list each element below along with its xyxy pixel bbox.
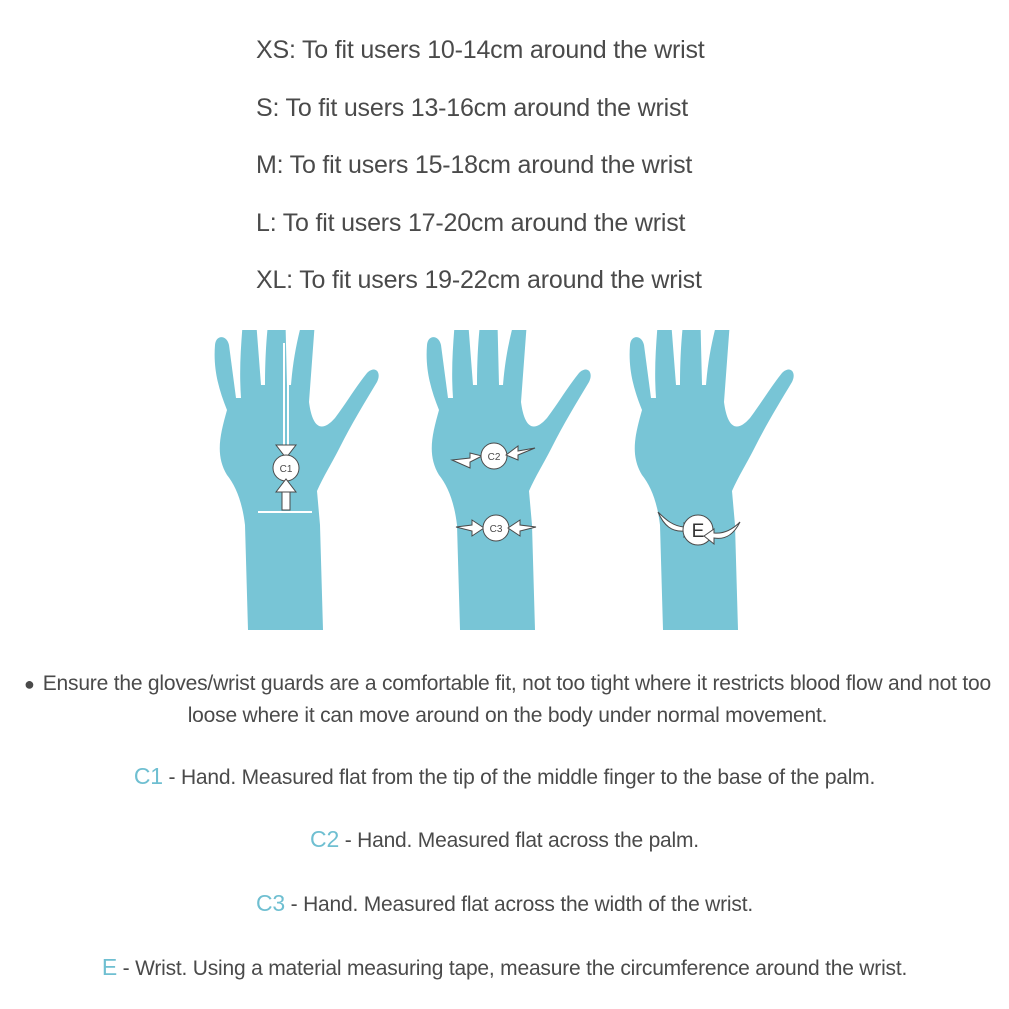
- definition-c1: [0, 763, 1009, 790]
- hand-measurement-diagram: [0, 330, 1009, 630]
- size-l: L: To fit users 17-20cm around the wrist: [256, 209, 686, 237]
- definition-key: C2: [310, 826, 340, 852]
- c1-marker-label: C1: [279, 464, 293, 475]
- definition-text: - Hand. Measured flat across the width of the wrist.: [285, 893, 753, 916]
- definition-text: - Wrist. Using a material measuring tape, measure the circumference around the wrist.: [117, 957, 908, 980]
- size-xl: XL: To fit users 19-22cm around the wrist: [256, 266, 702, 294]
- definition-key: C1: [133, 763, 163, 789]
- definition-e: [0, 954, 1009, 981]
- c2-marker-label: C2: [487, 452, 501, 463]
- hand-c2-c3: [427, 330, 591, 630]
- hand-shape-3: [630, 330, 794, 630]
- definition-text: - Hand. Measured flat from the tip of the middle finger to the base of the palm.: [162, 766, 876, 789]
- bullet-icon: ●: [24, 674, 35, 694]
- definition-text: - Hand. Measured flat across the palm.: [339, 829, 699, 852]
- e-marker-label: E: [691, 521, 705, 542]
- size-m: M: To fit users 15-18cm around the wrist: [256, 151, 693, 179]
- hand-c1: [215, 330, 379, 630]
- c3-marker-label: C3: [489, 524, 503, 535]
- hand-e: [630, 330, 794, 630]
- fit-bullet-text: Ensure the gloves/wrist guards are a comfortable fit, not too tight where it restricts blood flow and not too loose where it can move around on the body under normal movement.: [42, 672, 991, 727]
- definition-key: C3: [256, 890, 286, 916]
- definition-c2: [0, 826, 1009, 853]
- hand-shape-1: [215, 330, 379, 630]
- definition-c3: [0, 890, 1009, 917]
- definition-key: E: [101, 954, 118, 980]
- size-xs: XS: To fit users 10-14cm around the wrist: [256, 36, 705, 64]
- size-s: S: To fit users 13-16cm around the wrist: [256, 94, 689, 122]
- hand-shape-2: [427, 330, 591, 630]
- fit-bullet: [20, 668, 995, 732]
